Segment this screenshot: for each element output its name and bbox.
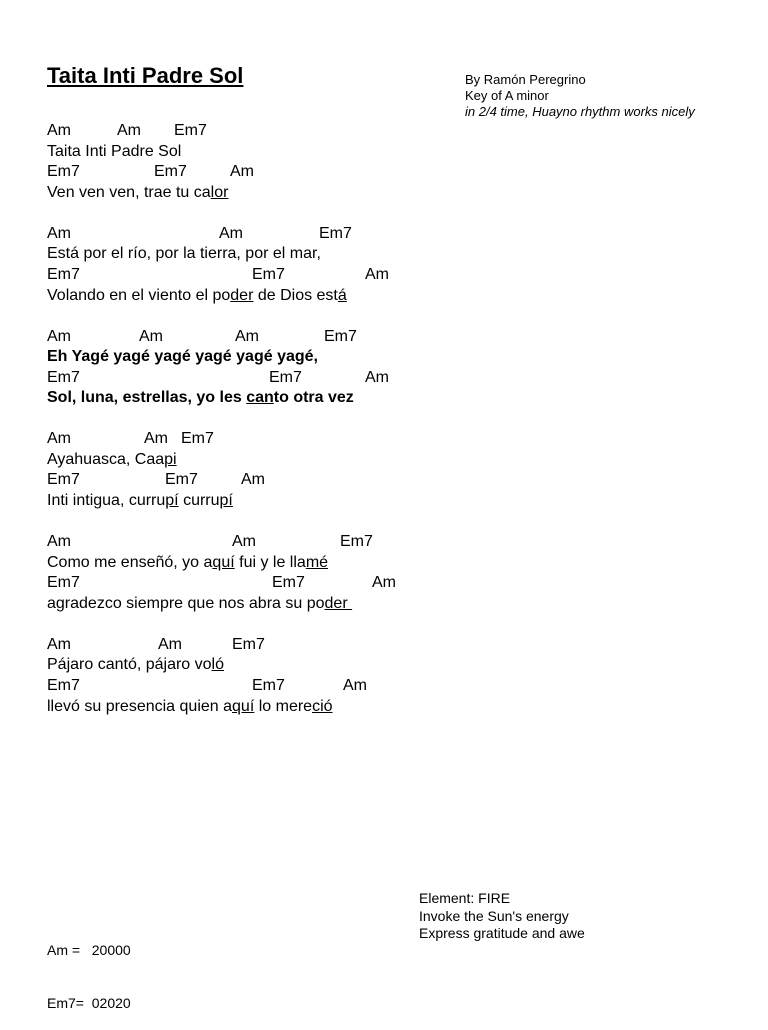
stressed-syllable: pí bbox=[165, 492, 179, 510]
chord: Am bbox=[230, 163, 254, 181]
chord: Am bbox=[47, 430, 71, 448]
chord-line bbox=[47, 635, 354, 656]
chord: Em7 bbox=[174, 122, 207, 139]
lyric-line bbox=[47, 388, 354, 409]
stressed-syllable: der bbox=[230, 286, 254, 304]
stressed-syllable: á bbox=[337, 286, 347, 304]
note-line: Invoke the Sun's energy bbox=[419, 907, 569, 924]
chord: Em7 bbox=[319, 224, 352, 242]
lyric-text: Taita Inti Padre Sol bbox=[47, 142, 182, 160]
chord: Em7 bbox=[47, 163, 80, 181]
lyric-text: to otra vez bbox=[273, 389, 354, 407]
chord-name: Em7= bbox=[47, 994, 84, 1011]
note-line: Element: FIRE bbox=[419, 890, 511, 906]
lyric-text: Volando en el viento el po bbox=[47, 286, 231, 304]
lyric-text: Eh Yagé yagé yagé yagé yagé yagé, bbox=[47, 348, 318, 366]
chord: Em7 bbox=[47, 471, 80, 489]
chord: Am bbox=[47, 533, 71, 551]
chord: Em7 bbox=[232, 635, 265, 653]
lyric-line bbox=[47, 183, 354, 204]
chord: Em7 bbox=[154, 163, 187, 181]
chord: Am bbox=[47, 327, 71, 345]
chord-line bbox=[47, 224, 354, 245]
chord: Am bbox=[235, 327, 259, 345]
chord: Em7 bbox=[47, 368, 80, 386]
lyric-line bbox=[47, 347, 354, 368]
stanza bbox=[47, 429, 354, 511]
chord-line bbox=[47, 676, 367, 697]
lyric-text: Inti intigua, curru bbox=[47, 492, 166, 510]
chord: Em7 bbox=[272, 574, 305, 592]
lyric-text: Ven ven ven, trae tu ca bbox=[47, 183, 211, 201]
chord: Am bbox=[139, 327, 163, 345]
stressed-syllable: lor bbox=[210, 183, 229, 201]
chord: Am bbox=[241, 471, 265, 489]
chord-line bbox=[47, 265, 389, 286]
chord-line bbox=[47, 327, 357, 348]
stressed-syllable: can bbox=[246, 389, 274, 407]
song-meta bbox=[465, 72, 695, 120]
chord: Em7 bbox=[47, 265, 80, 283]
lyric-line bbox=[47, 286, 354, 307]
chord-chart-row bbox=[47, 995, 131, 1013]
lyric-line bbox=[47, 553, 354, 574]
chord-line bbox=[47, 573, 396, 594]
lyric-line bbox=[47, 594, 354, 615]
lyric-text: Como me enseñó, yo a bbox=[47, 553, 213, 571]
stressed-syllable: quí bbox=[232, 697, 255, 715]
stanza bbox=[47, 121, 354, 203]
chord: Em7 bbox=[252, 265, 285, 283]
lyric-text: de Dios est bbox=[253, 286, 338, 304]
stressed-syllable: der bbox=[324, 594, 353, 612]
chord: Em7 bbox=[47, 574, 80, 592]
chord: Em7 bbox=[165, 471, 198, 489]
lyric-line bbox=[47, 697, 354, 718]
chord: Em7 bbox=[181, 430, 214, 448]
chord: Em7 bbox=[269, 368, 302, 386]
stressed-syllable: mé bbox=[305, 553, 329, 571]
chord-line bbox=[47, 429, 354, 450]
chord: Am bbox=[219, 224, 243, 242]
lyric-text: fui y le lla bbox=[234, 553, 306, 571]
stanza bbox=[47, 224, 389, 306]
chord-chart bbox=[47, 907, 131, 1030]
lyric-text: llevó su presencia quien a bbox=[47, 697, 233, 715]
lyric-text: Ayahuasca, Caa bbox=[47, 450, 165, 468]
lyric-line bbox=[47, 244, 354, 265]
lyric-text: agradezco siempre que nos abra su po bbox=[47, 594, 325, 612]
chord-frets: 20000 bbox=[91, 942, 131, 958]
lyric-line bbox=[47, 655, 354, 676]
chord: Am bbox=[117, 122, 141, 139]
lyric-text: Sol, luna, estrellas, yo les bbox=[47, 389, 247, 407]
lyric-text: Está por el río, por la tierra, por el mar, bbox=[47, 245, 321, 263]
stressed-syllable: ló bbox=[211, 656, 224, 674]
chord-frets: 02020 bbox=[91, 994, 131, 1011]
song-body bbox=[47, 121, 396, 717]
chord-line bbox=[47, 162, 354, 183]
chord: Am bbox=[232, 533, 256, 551]
lyric-line bbox=[47, 450, 354, 471]
chord-name: Am = bbox=[47, 942, 81, 958]
stanza bbox=[47, 532, 396, 614]
chord-line bbox=[47, 532, 373, 553]
chord: Am bbox=[144, 430, 168, 448]
chord: Em7 bbox=[47, 677, 80, 695]
chord-line bbox=[47, 470, 354, 491]
chord: Am bbox=[158, 635, 182, 653]
chord-line bbox=[47, 121, 354, 142]
chord: Am bbox=[343, 677, 367, 695]
stressed-syllable: pi bbox=[164, 450, 177, 468]
note-line: Express gratitude and awe bbox=[419, 925, 585, 941]
stanza bbox=[47, 327, 389, 409]
stressed-syllable: quí bbox=[212, 553, 235, 571]
author: By Ramón Peregrino bbox=[465, 72, 586, 87]
lyric-line bbox=[47, 491, 354, 512]
song-title: Taita Inti Padre Sol bbox=[47, 63, 244, 88]
chord: Am bbox=[47, 224, 71, 242]
chord: Am bbox=[47, 122, 71, 139]
lyric-text: curru bbox=[178, 492, 220, 510]
stressed-syllable: ció bbox=[312, 697, 333, 715]
chord: Am bbox=[365, 368, 389, 386]
chord-line bbox=[47, 368, 389, 389]
stanza bbox=[47, 635, 367, 717]
chord: Am bbox=[372, 574, 396, 592]
lyric-text: lo mere bbox=[254, 697, 313, 715]
key-signature: Key of A minor bbox=[465, 88, 549, 103]
chord: Em7 bbox=[340, 533, 373, 551]
chord: Am bbox=[365, 265, 389, 283]
chord-chart-row bbox=[47, 942, 131, 960]
chord: Em7 bbox=[252, 677, 285, 695]
chord: Am bbox=[47, 635, 71, 653]
chord: Em7 bbox=[324, 327, 357, 345]
lyric-text: Pájaro cantó, pájaro vo bbox=[47, 656, 212, 674]
song-notes bbox=[419, 890, 585, 943]
stressed-syllable: pí bbox=[219, 492, 233, 510]
lyric-line bbox=[47, 142, 354, 163]
time-signature-note: in 2/4 time, Huayno rhythm works nicely bbox=[465, 104, 695, 119]
